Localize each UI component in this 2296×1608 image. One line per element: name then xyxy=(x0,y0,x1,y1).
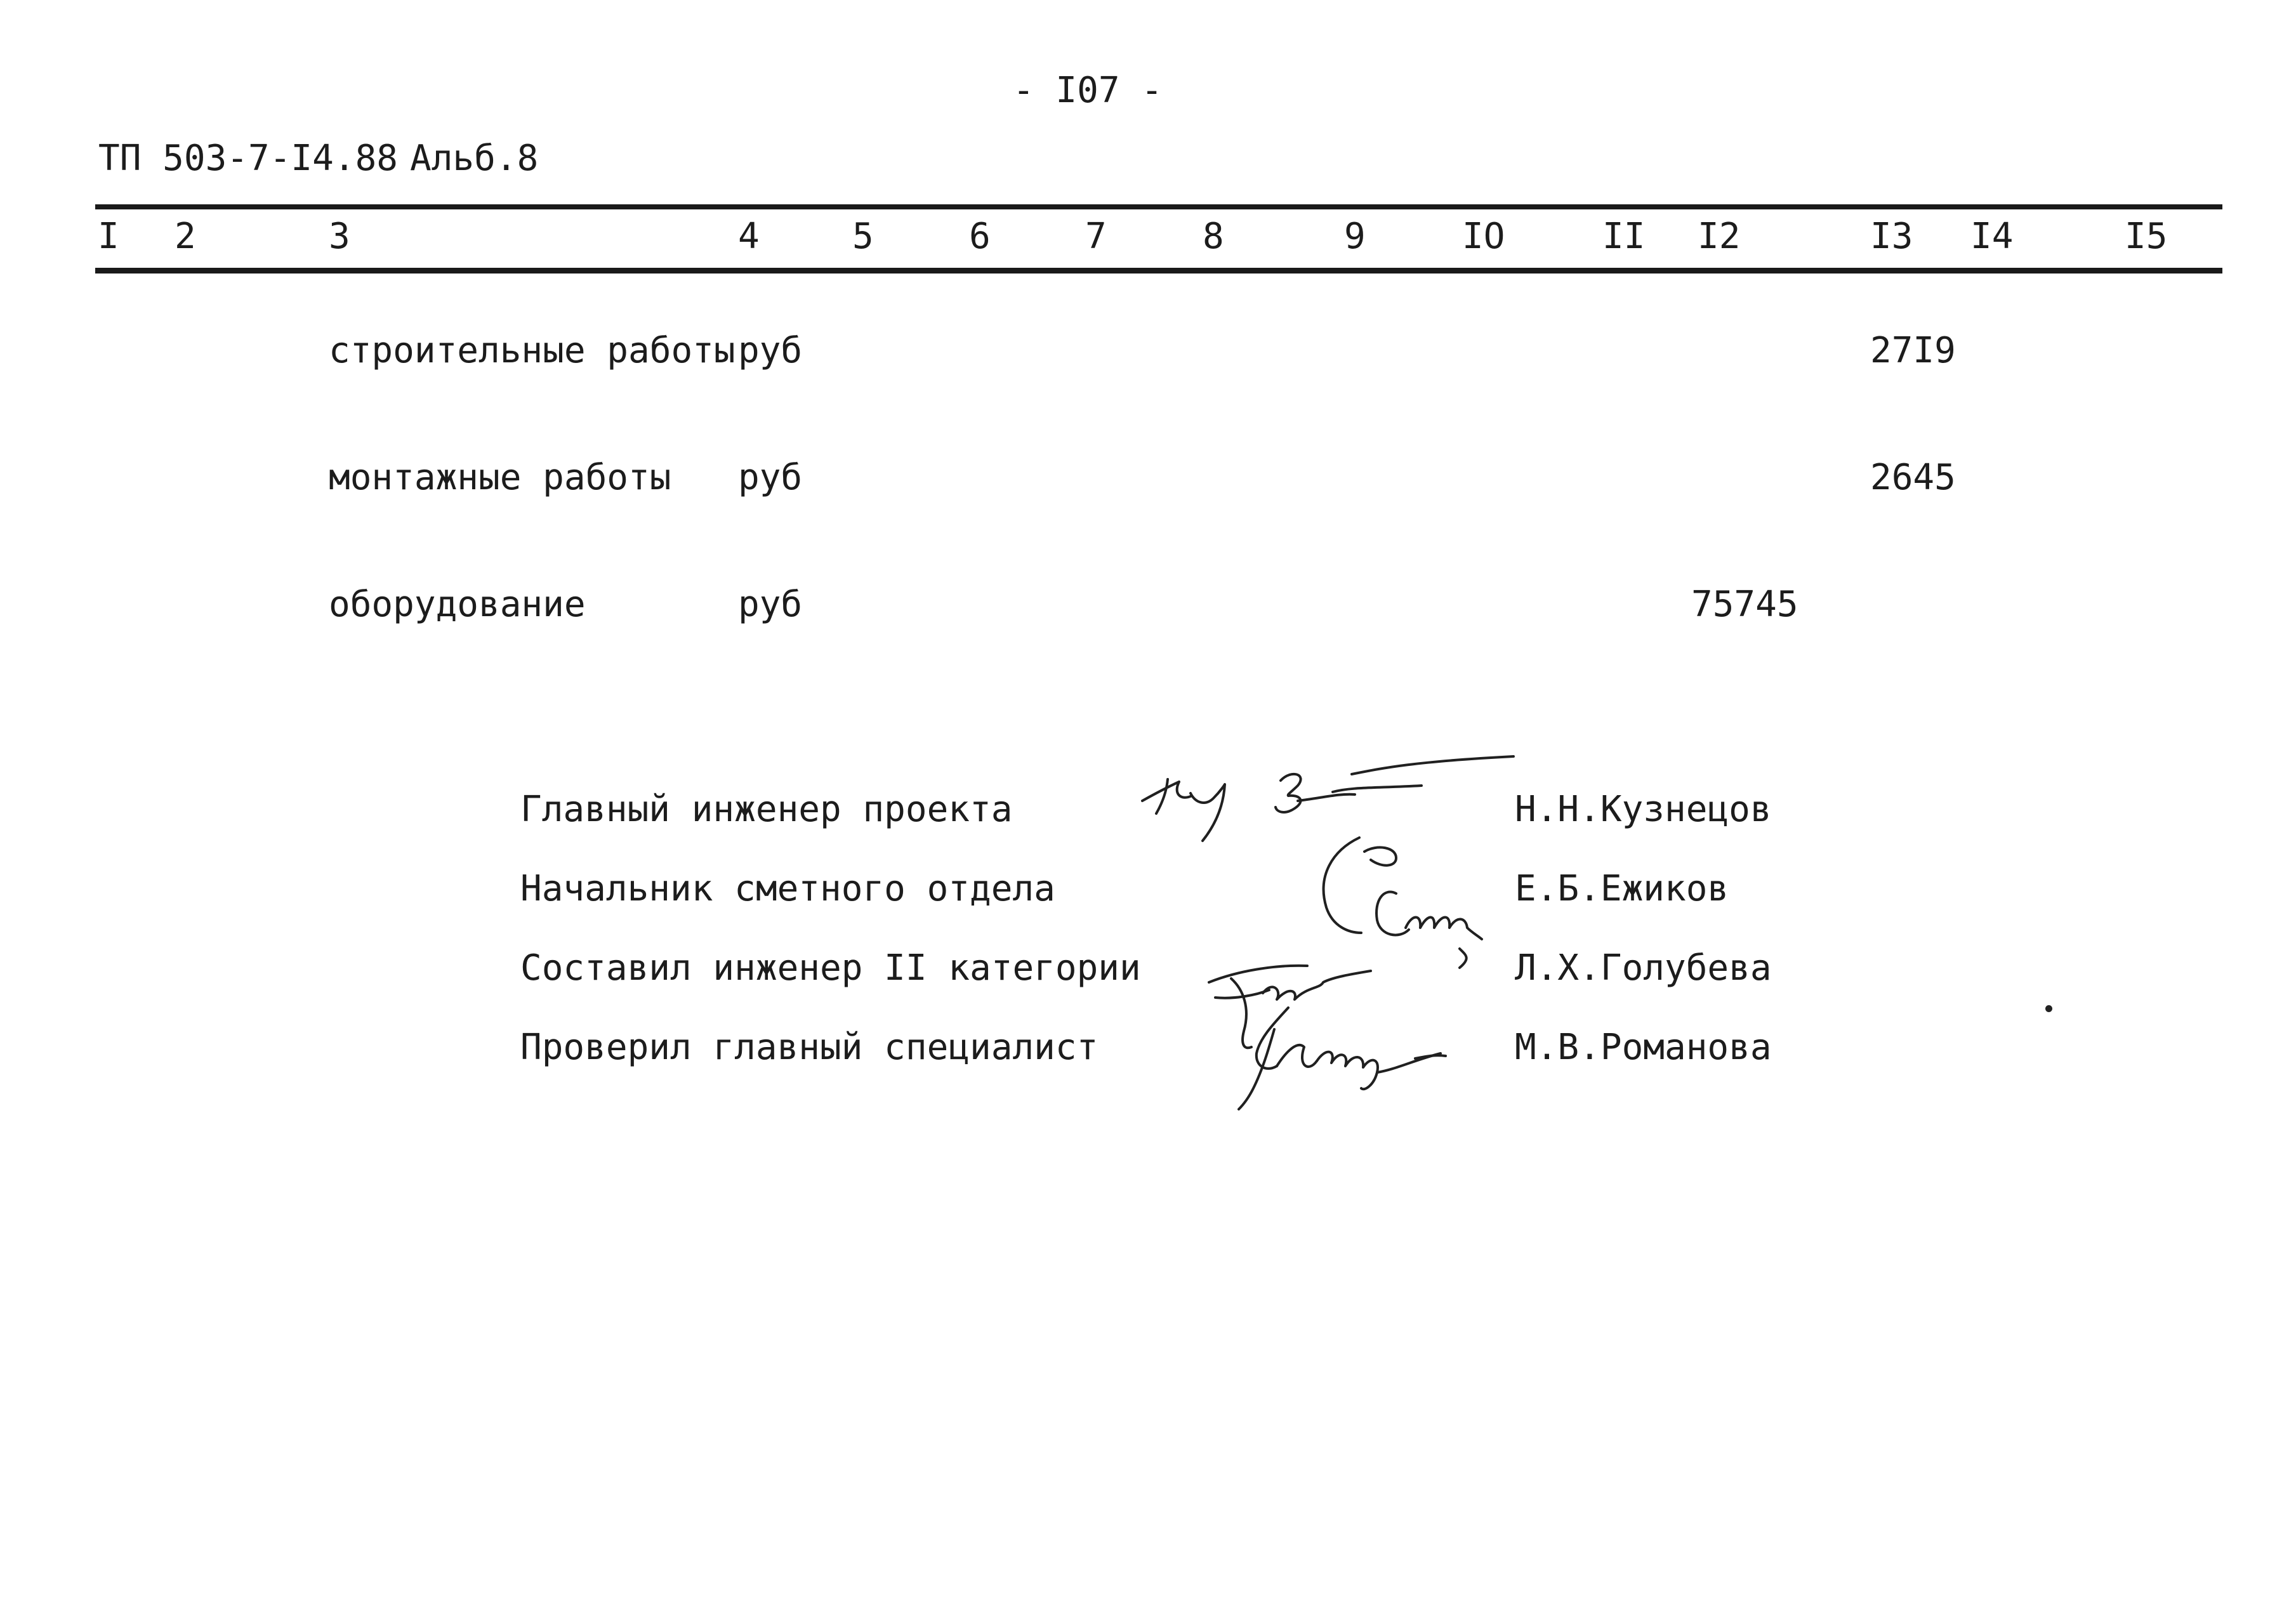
signatory-position: Проверил главный специалист xyxy=(520,1027,1099,1068)
signatory-position: Начальник сметного отдела xyxy=(520,868,1055,909)
signature-estimate-head xyxy=(1324,838,1482,968)
column-number: 5 xyxy=(852,216,874,257)
column-number: 3 xyxy=(329,216,350,257)
signatory-position: Составил инженер II категории xyxy=(520,947,1141,989)
column-number: I3 xyxy=(1870,216,1913,257)
signature-chief-engineer xyxy=(1142,756,1514,841)
signatory-name: Н.Н.Кузнецов xyxy=(1515,789,1772,830)
column-number: 4 xyxy=(738,216,760,257)
row-value-col13: 2645 xyxy=(1870,457,1956,498)
row-name: оборудование xyxy=(329,584,586,625)
column-number: II xyxy=(1602,216,1646,257)
column-number: 9 xyxy=(1344,216,1366,257)
column-number: I xyxy=(98,216,119,257)
signatory-name: М.В.Романова xyxy=(1515,1027,1772,1068)
row-value-col13: 27I9 xyxy=(1870,330,1956,371)
row-unit: руб xyxy=(738,330,803,371)
row-unit: руб xyxy=(738,584,803,625)
column-number: IO xyxy=(1462,216,1505,257)
column-number: 2 xyxy=(175,216,196,257)
column-number: I5 xyxy=(2125,216,2168,257)
row-unit: руб xyxy=(738,457,803,498)
row-name: монтажные работы xyxy=(329,457,671,498)
signatory-position: Главный инженер проекта xyxy=(520,789,1013,830)
column-number: I2 xyxy=(1698,216,1741,257)
signature-chief-specialist xyxy=(1239,1008,1446,1109)
signatory-name: Л.Х.Голубева xyxy=(1515,947,1772,989)
signature-engineer xyxy=(1209,966,1371,1048)
speck-mark xyxy=(2045,1005,2052,1012)
row-value-col12: 75745 xyxy=(1691,584,1798,625)
page-number: - I07 - xyxy=(1013,70,1163,111)
column-number: I4 xyxy=(1970,216,2014,257)
column-number: 7 xyxy=(1085,216,1107,257)
album-label: Альб.8 xyxy=(410,138,539,179)
document-code: ТП 503-7-I4.88 xyxy=(98,138,399,179)
column-number: 6 xyxy=(969,216,991,257)
row-name: строительные работы xyxy=(329,330,736,371)
column-number: 8 xyxy=(1203,216,1224,257)
signatory-name: Е.Б.Ежиков xyxy=(1515,868,1729,909)
